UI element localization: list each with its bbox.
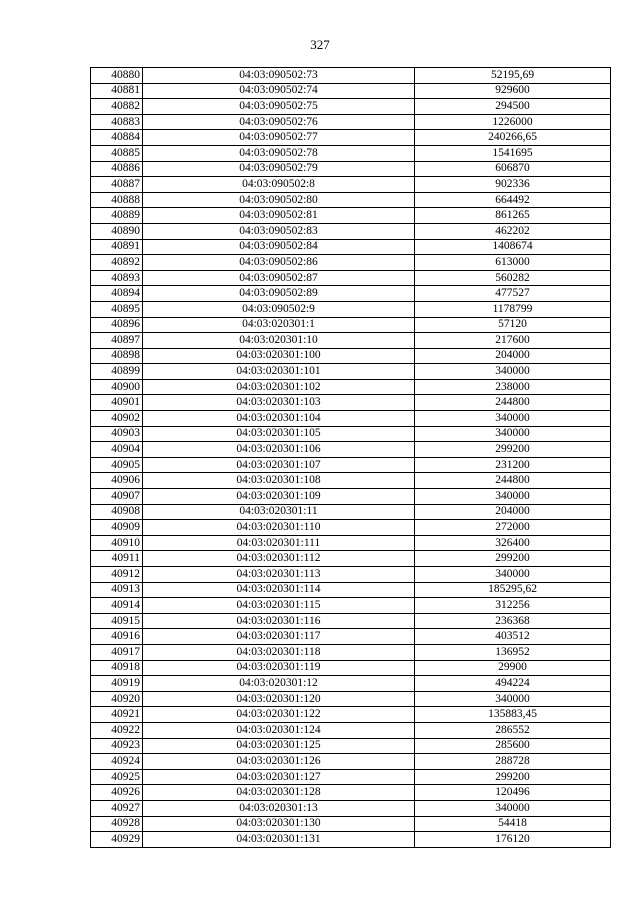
table-row [91, 785, 611, 801]
table-row [91, 457, 611, 473]
value-cell: 312256 [415, 598, 611, 614]
table-row [91, 301, 611, 317]
value-cell: 902336 [415, 177, 611, 193]
table-row [91, 535, 611, 551]
row-number-cell: 40919 [91, 676, 143, 692]
row-number-cell: 40927 [91, 800, 143, 816]
cadastral-number-cell: 04:03:020301:109 [143, 489, 415, 505]
value-cell: 340000 [415, 489, 611, 505]
table-row [91, 644, 611, 660]
value-cell: 560282 [415, 270, 611, 286]
cadastral-number-cell: 04:03:020301:105 [143, 426, 415, 442]
table-row [91, 426, 611, 442]
row-number-cell: 40902 [91, 411, 143, 427]
value-cell: 861265 [415, 208, 611, 224]
cadastral-number-cell: 04:03:020301:131 [143, 832, 415, 848]
value-cell: 340000 [415, 411, 611, 427]
table-row [91, 379, 611, 395]
value-cell: 135883,45 [415, 707, 611, 723]
value-cell: 299200 [415, 442, 611, 458]
cadastral-number-cell: 04:03:020301:111 [143, 535, 415, 551]
value-cell: 240266,65 [415, 130, 611, 146]
cadastral-number-cell: 04:03:090502:81 [143, 208, 415, 224]
table-row [91, 473, 611, 489]
value-cell: 185295,62 [415, 582, 611, 598]
row-number-cell: 40923 [91, 738, 143, 754]
row-number-cell: 40928 [91, 816, 143, 832]
row-number-cell: 40921 [91, 707, 143, 723]
value-cell: 204000 [415, 504, 611, 520]
table-row [91, 208, 611, 224]
table-row [91, 68, 611, 84]
row-number-cell: 40914 [91, 598, 143, 614]
row-number-cell: 40894 [91, 286, 143, 302]
value-cell: 299200 [415, 551, 611, 567]
table-row [91, 598, 611, 614]
cadastral-number-cell: 04:03:020301:122 [143, 707, 415, 723]
table-row [91, 691, 611, 707]
cadastral-number-cell: 04:03:020301:128 [143, 785, 415, 801]
row-number-cell: 40903 [91, 426, 143, 442]
cadastral-number-cell: 04:03:020301:120 [143, 691, 415, 707]
value-cell: 286552 [415, 722, 611, 738]
cadastral-number-cell: 04:03:090502:86 [143, 255, 415, 271]
cadastral-number-cell: 04:03:090502:75 [143, 99, 415, 115]
table-row [91, 114, 611, 130]
table-row [91, 660, 611, 676]
row-number-cell: 40888 [91, 192, 143, 208]
cadastral-number-cell: 04:03:020301:13 [143, 800, 415, 816]
row-number-cell: 40904 [91, 442, 143, 458]
table-row [91, 161, 611, 177]
cadastral-number-cell: 04:03:020301:113 [143, 567, 415, 583]
row-number-cell: 40895 [91, 301, 143, 317]
value-cell: 494224 [415, 676, 611, 692]
table-row [91, 270, 611, 286]
cadastral-number-cell: 04:03:020301:117 [143, 629, 415, 645]
table-row [91, 99, 611, 115]
row-number-cell: 40911 [91, 551, 143, 567]
row-number-cell: 40892 [91, 255, 143, 271]
cadastral-number-cell: 04:03:090502:89 [143, 286, 415, 302]
value-cell: 236368 [415, 613, 611, 629]
value-cell: 294500 [415, 99, 611, 115]
value-cell: 403512 [415, 629, 611, 645]
row-number-cell: 40924 [91, 754, 143, 770]
value-cell: 52195,69 [415, 68, 611, 84]
row-number-cell: 40885 [91, 145, 143, 161]
value-cell: 29900 [415, 660, 611, 676]
value-cell: 285600 [415, 738, 611, 754]
row-number-cell: 40915 [91, 613, 143, 629]
cadastral-number-cell: 04:03:090502:84 [143, 239, 415, 255]
table-row [91, 411, 611, 427]
row-number-cell: 40896 [91, 317, 143, 333]
cadastral-number-cell: 04:03:020301:106 [143, 442, 415, 458]
cadastral-number-cell: 04:03:020301:126 [143, 754, 415, 770]
table-row [91, 832, 611, 848]
value-cell: 340000 [415, 800, 611, 816]
value-cell: 136952 [415, 644, 611, 660]
table-row [91, 177, 611, 193]
cadastral-number-cell: 04:03:090502:83 [143, 223, 415, 239]
table-row [91, 754, 611, 770]
row-number-cell: 40880 [91, 68, 143, 84]
table-row [91, 395, 611, 411]
value-cell: 477527 [415, 286, 611, 302]
cadastral-number-cell: 04:03:020301:101 [143, 364, 415, 380]
row-number-cell: 40907 [91, 489, 143, 505]
value-cell: 462202 [415, 223, 611, 239]
cadastral-number-cell: 04:03:090502:77 [143, 130, 415, 146]
row-number-cell: 40912 [91, 567, 143, 583]
value-cell: 238000 [415, 379, 611, 395]
table-row [91, 348, 611, 364]
cadastral-number-cell: 04:03:090502:76 [143, 114, 415, 130]
row-number-cell: 40908 [91, 504, 143, 520]
row-number-cell: 40922 [91, 722, 143, 738]
table-row [91, 707, 611, 723]
value-cell: 326400 [415, 535, 611, 551]
cadastral-number-cell: 04:03:090502:87 [143, 270, 415, 286]
cadastral-number-cell: 04:03:020301:114 [143, 582, 415, 598]
cadastral-number-cell: 04:03:020301:12 [143, 676, 415, 692]
value-cell: 1408674 [415, 239, 611, 255]
row-number-cell: 40884 [91, 130, 143, 146]
row-number-cell: 40887 [91, 177, 143, 193]
table-row [91, 239, 611, 255]
row-number-cell: 40917 [91, 644, 143, 660]
row-number-cell: 40910 [91, 535, 143, 551]
value-cell: 231200 [415, 457, 611, 473]
table-row [91, 769, 611, 785]
table-row [91, 145, 611, 161]
row-number-cell: 40929 [91, 832, 143, 848]
cadastral-number-cell: 04:03:020301:10 [143, 333, 415, 349]
row-number-cell: 40925 [91, 769, 143, 785]
table-body [91, 68, 611, 848]
value-cell: 54418 [415, 816, 611, 832]
row-number-cell: 40899 [91, 364, 143, 380]
value-cell: 1541695 [415, 145, 611, 161]
table-row [91, 286, 611, 302]
table-row [91, 192, 611, 208]
cadastral-number-cell: 04:03:090502:79 [143, 161, 415, 177]
value-cell: 244800 [415, 473, 611, 489]
row-number-cell: 40900 [91, 379, 143, 395]
cadastral-number-cell: 04:03:020301:119 [143, 660, 415, 676]
table-row [91, 738, 611, 754]
cadastral-number-cell: 04:03:090502:9 [143, 301, 415, 317]
cadastral-number-cell: 04:03:020301:125 [143, 738, 415, 754]
cadastral-number-cell: 04:03:020301:1 [143, 317, 415, 333]
value-cell: 120496 [415, 785, 611, 801]
table-row [91, 504, 611, 520]
row-number-cell: 40909 [91, 520, 143, 536]
cadastral-number-cell: 04:03:020301:118 [143, 644, 415, 660]
row-number-cell: 40886 [91, 161, 143, 177]
table-row [91, 629, 611, 645]
value-cell: 299200 [415, 769, 611, 785]
table-row [91, 800, 611, 816]
value-cell: 613000 [415, 255, 611, 271]
cadastral-number-cell: 04:03:020301:116 [143, 613, 415, 629]
row-number-cell: 40890 [91, 223, 143, 239]
table-row [91, 722, 611, 738]
table-row [91, 83, 611, 99]
row-number-cell: 40901 [91, 395, 143, 411]
row-number-cell: 40898 [91, 348, 143, 364]
table-row [91, 364, 611, 380]
row-number-cell: 40889 [91, 208, 143, 224]
table-row [91, 613, 611, 629]
table-row [91, 255, 611, 271]
cadastral-number-cell: 04:03:020301:100 [143, 348, 415, 364]
cadastral-number-cell: 04:03:090502:80 [143, 192, 415, 208]
value-cell: 1226000 [415, 114, 611, 130]
cadastral-number-cell: 04:03:020301:104 [143, 411, 415, 427]
row-number-cell: 40905 [91, 457, 143, 473]
row-number-cell: 40893 [91, 270, 143, 286]
row-number-cell: 40883 [91, 114, 143, 130]
cadastral-number-cell: 04:03:020301:102 [143, 379, 415, 395]
value-cell: 929600 [415, 83, 611, 99]
cadastral-number-cell: 04:03:020301:112 [143, 551, 415, 567]
row-number-cell: 40918 [91, 660, 143, 676]
table-row [91, 582, 611, 598]
row-number-cell: 40920 [91, 691, 143, 707]
cadastral-number-cell: 04:03:020301:124 [143, 722, 415, 738]
value-cell: 244800 [415, 395, 611, 411]
row-number-cell: 40906 [91, 473, 143, 489]
row-number-cell: 40913 [91, 582, 143, 598]
cadastral-number-cell: 04:03:020301:108 [143, 473, 415, 489]
cadastral-number-cell: 04:03:090502:8 [143, 177, 415, 193]
cadastral-number-cell: 04:03:090502:73 [143, 68, 415, 84]
row-number-cell: 40891 [91, 239, 143, 255]
row-number-cell: 40916 [91, 629, 143, 645]
cadastral-value-table [90, 67, 611, 848]
table-row [91, 317, 611, 333]
table-row [91, 442, 611, 458]
value-cell: 340000 [415, 426, 611, 442]
cadastral-number-cell: 04:03:020301:107 [143, 457, 415, 473]
cadastral-number-cell: 04:03:020301:115 [143, 598, 415, 614]
table-row [91, 489, 611, 505]
cadastral-number-cell: 04:03:020301:11 [143, 504, 415, 520]
value-cell: 340000 [415, 691, 611, 707]
cadastral-number-cell: 04:03:020301:103 [143, 395, 415, 411]
table-row [91, 333, 611, 349]
cadastral-number-cell: 04:03:090502:78 [143, 145, 415, 161]
table-row [91, 223, 611, 239]
cadastral-number-cell: 04:03:020301:130 [143, 816, 415, 832]
value-cell: 217600 [415, 333, 611, 349]
table-row [91, 520, 611, 536]
row-number-cell: 40882 [91, 99, 143, 115]
value-cell: 340000 [415, 364, 611, 380]
value-cell: 1178799 [415, 301, 611, 317]
table-row [91, 130, 611, 146]
value-cell: 272000 [415, 520, 611, 536]
value-cell: 340000 [415, 567, 611, 583]
value-cell: 57120 [415, 317, 611, 333]
table-row [91, 567, 611, 583]
table-row [91, 816, 611, 832]
table-row [91, 551, 611, 567]
row-number-cell: 40881 [91, 83, 143, 99]
row-number-cell: 40897 [91, 333, 143, 349]
cadastral-number-cell: 04:03:020301:127 [143, 769, 415, 785]
value-cell: 288728 [415, 754, 611, 770]
value-cell: 664492 [415, 192, 611, 208]
value-cell: 606870 [415, 161, 611, 177]
cadastral-number-cell: 04:03:020301:110 [143, 520, 415, 536]
page-number: 327 [310, 37, 330, 52]
table-row [91, 676, 611, 692]
value-cell: 176120 [415, 832, 611, 848]
cadastral-number-cell: 04:03:090502:74 [143, 83, 415, 99]
row-number-cell: 40926 [91, 785, 143, 801]
value-cell: 204000 [415, 348, 611, 364]
